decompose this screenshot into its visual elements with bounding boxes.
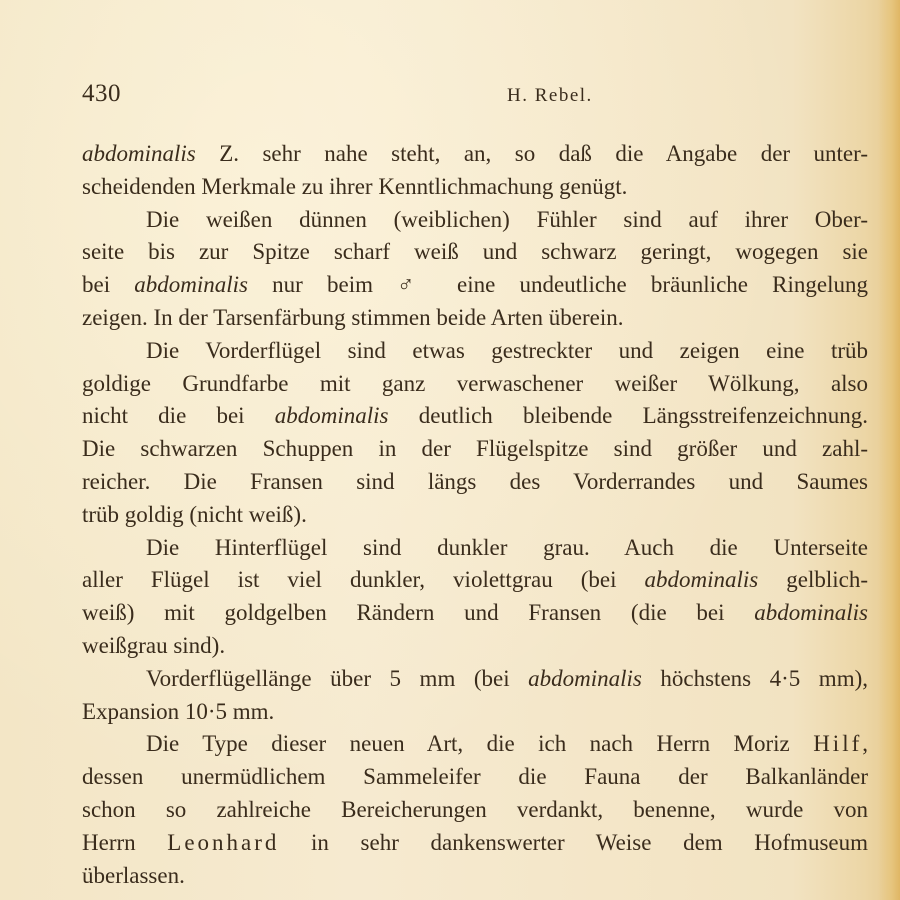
italic-term: abdominalis — [82, 141, 196, 166]
text-line — [82, 827, 868, 860]
text-segment: überlassen. — [82, 862, 185, 888]
text-line — [82, 728, 868, 761]
text-segment: scheidenden Merkmale zu ihrer Kenntlichmachung genügt. — [82, 173, 628, 199]
text-segment: Die weißen dünnen (weiblichen) Fühler sind auf ihrer Ober- — [146, 206, 868, 232]
text-segment: gelblich- — [758, 567, 869, 593]
text-segment: Expansion 10·5 mm. — [82, 698, 275, 724]
text-line — [82, 499, 868, 532]
text-segment: schon so zahlreiche Bereicherungen verdankt, benenne, wurde von — [82, 796, 868, 822]
text-segment: , — [862, 731, 868, 757]
text-segment: in sehr dankenswerter Weise dem Hofmuseum — [279, 829, 868, 855]
text-line — [82, 171, 868, 204]
text-line — [82, 860, 868, 893]
paragraph — [82, 335, 868, 532]
text-segment: höchstens 4·5 mm), — [641, 665, 868, 691]
text-segment: Herrn — [82, 829, 168, 855]
text-line — [82, 335, 868, 368]
body-text — [82, 138, 868, 892]
text-segment: trüb goldig (nicht weiß). — [82, 501, 307, 527]
italic-term: abdominalis — [274, 403, 389, 429]
spaced-name: Leonhard — [167, 829, 280, 855]
page-number: 430 — [82, 80, 121, 107]
text-segment: seite bis zur Spitze scharf weiß und schwarz geringt, wogegen sie — [82, 239, 868, 265]
italic-term: abdominalis — [644, 567, 759, 593]
text-segment: Z. sehr nahe steht, an, so daß die Angabe der unter- — [195, 141, 868, 166]
text-segment: Die Hinterflügel sind dunkler grau. Auch die Unterseite — [146, 534, 868, 560]
paragraph — [82, 138, 868, 204]
text-segment: goldige Grundfarbe mit ganz verwaschener weißer Wölkung, also — [82, 370, 868, 396]
text-segment: Die Type dieser neuen Art, die ich nach Herrn Moriz — [146, 731, 814, 757]
text-line — [82, 433, 868, 466]
italic-term: abdominalis — [528, 665, 642, 691]
paragraph — [82, 663, 868, 729]
text-segment: dessen unermüdlichem Sammeleifer die Fauna der Balkanländer — [82, 764, 868, 790]
text-line — [82, 696, 868, 729]
italic-term: abdominalis — [754, 600, 868, 626]
page-header — [82, 80, 872, 110]
text-line — [82, 302, 868, 335]
text-segment: bei — [82, 272, 135, 298]
text-line — [82, 564, 868, 597]
text-line — [82, 761, 868, 794]
text-line — [82, 794, 868, 827]
text-segment: weißgrau sind). — [82, 632, 226, 658]
text-segment: zeigen. In der Tarsenfärbung stimmen beide Arten überein. — [82, 304, 624, 330]
paragraph — [82, 728, 868, 892]
running-head: H. Rebel. — [507, 85, 593, 106]
spaced-name: Hilf — [813, 731, 863, 757]
text-segment: reicher. Die Fransen sind längs des Vorderrandes und Saumes — [82, 468, 868, 494]
italic-term: abdominalis — [134, 272, 248, 298]
text-segment: nur beim ♂ eine undeutliche bräunliche Ringelung — [248, 272, 868, 298]
text-segment: nicht die bei — [82, 403, 275, 429]
text-line — [82, 138, 868, 171]
paragraph — [82, 204, 868, 335]
text-line — [82, 597, 868, 630]
text-line — [82, 204, 868, 237]
text-line — [82, 466, 868, 499]
paragraph — [82, 532, 868, 663]
text-segment: weiß) mit goldgelben Rändern und Fransen (die bei — [82, 600, 755, 626]
page-edge-shadow — [878, 0, 900, 900]
text-segment: Vorderflügellänge über 5 mm (bei — [146, 665, 529, 691]
text-line — [82, 236, 868, 269]
text-segment: aller Flügel ist viel dunkler, violettgrau (bei — [82, 567, 645, 593]
text-line — [82, 400, 868, 433]
text-segment: Die Vorderflügel sind etwas gestreckter und zeigen eine trüb — [146, 337, 868, 363]
text-line — [82, 368, 868, 401]
text-line — [82, 663, 868, 696]
text-segment: Die schwarzen Schuppen in der Flügelspitze sind größer und zahl- — [82, 436, 868, 462]
text-line — [82, 532, 868, 565]
text-line — [82, 269, 868, 302]
text-line — [82, 630, 868, 663]
text-segment: deutlich bleibende Längsstreifenzeichnung. — [388, 403, 869, 429]
